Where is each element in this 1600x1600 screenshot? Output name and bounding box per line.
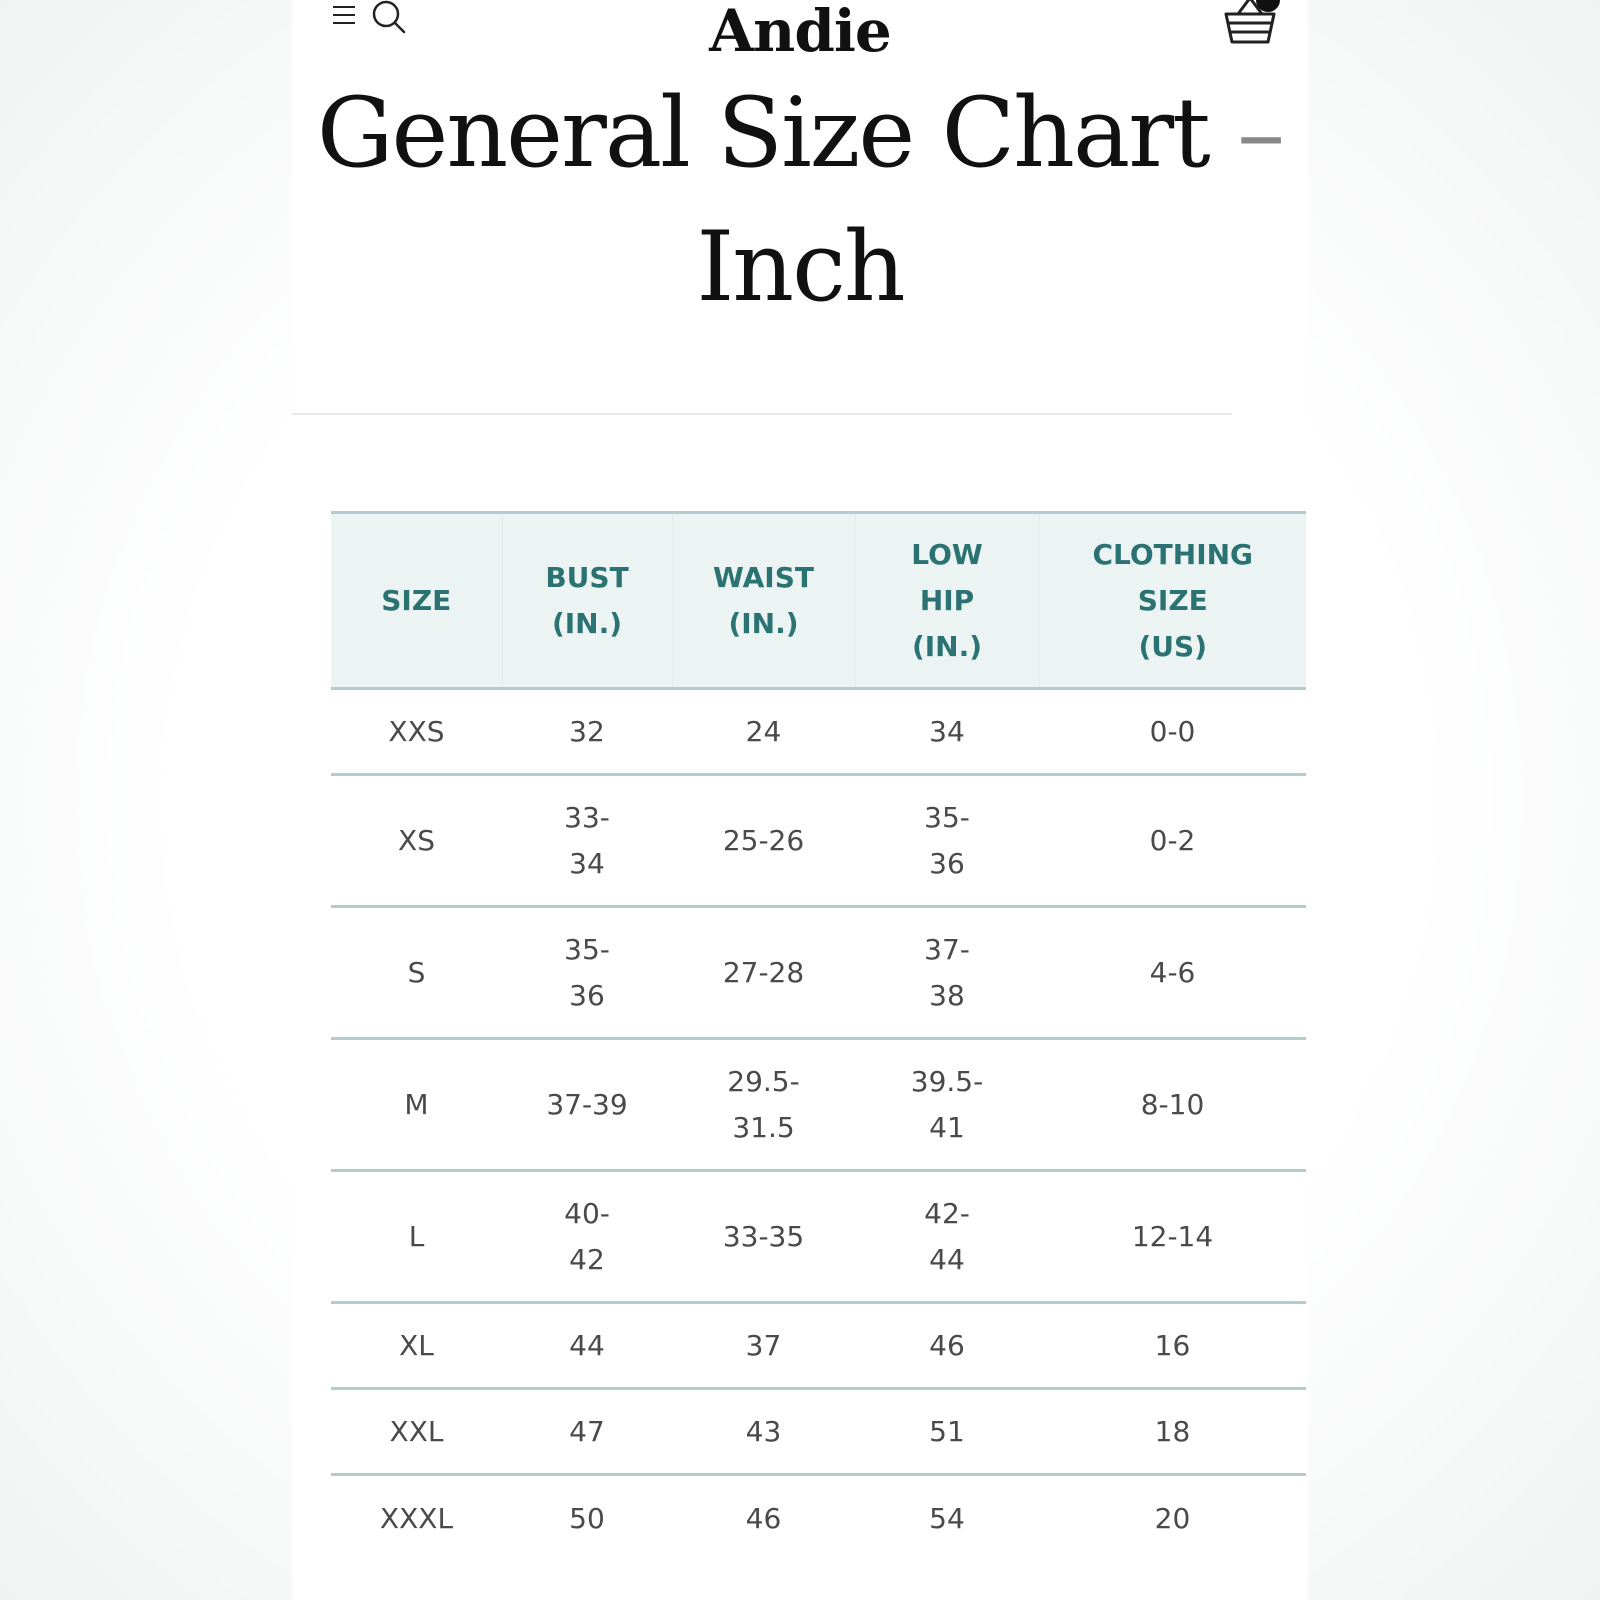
cell-bust: [502, 1039, 672, 1171]
cell-size: [331, 1475, 502, 1563]
cell-clothing-size: [1039, 689, 1306, 775]
column-header-label: CLOTHING SIZE (US): [1092, 537, 1254, 663]
cell-size: [331, 689, 502, 775]
cell-bust: [502, 689, 672, 775]
cell-size: [331, 775, 502, 907]
cell-clothing-size: [1039, 1475, 1306, 1563]
cell-value: 37: [745, 1328, 782, 1362]
table-row: [331, 1303, 1306, 1389]
cell-value: 50: [569, 1502, 605, 1535]
cell-waist: [672, 1039, 855, 1171]
column-header-waist: [672, 513, 855, 689]
cell-bust: [502, 1389, 672, 1475]
cell-size: [331, 907, 502, 1039]
table-row: [331, 1475, 1306, 1563]
cell-value: 51: [929, 1414, 965, 1448]
column-header-clothing-size: [1039, 513, 1306, 689]
size-chart-table: [331, 511, 1306, 1562]
page-title: [292, 66, 1308, 334]
cell-value: XL: [399, 1328, 434, 1362]
table-row: [331, 907, 1306, 1039]
table-header-row: [331, 513, 1306, 689]
cell-value: 24: [745, 714, 782, 748]
cell-value: 25-26: [722, 823, 805, 857]
cell-value: 4-6: [1149, 955, 1196, 989]
column-header-label: LOW HIP (IN.): [911, 537, 983, 663]
cell-value: 16: [1154, 1328, 1191, 1362]
cell-clothing-size: [1039, 1389, 1306, 1475]
table-row: [331, 1039, 1306, 1171]
cell-value: 12-14: [1131, 1219, 1214, 1253]
column-header-label: WAIST (IN.): [713, 560, 814, 640]
search-icon[interactable]: [370, 0, 410, 34]
section-divider: [292, 413, 1232, 415]
cell-value: 42- 44: [924, 1196, 970, 1276]
cell-value: 27-28: [722, 955, 805, 989]
table-row: [331, 689, 1306, 775]
cell-waist: [672, 1171, 855, 1303]
cell-low-hip: [855, 1039, 1039, 1171]
cell-value: 37- 38: [924, 932, 970, 1012]
cell-value: 34: [929, 714, 965, 748]
cell-bust: [502, 1171, 672, 1303]
cell-waist: [672, 907, 855, 1039]
cell-clothing-size: [1039, 775, 1306, 907]
cell-bust: [502, 775, 672, 907]
title-line-2: Inch: [696, 211, 904, 323]
cell-value: 35- 36: [924, 800, 970, 880]
cell-low-hip: [855, 907, 1039, 1039]
menu-icon[interactable]: [333, 4, 359, 28]
cell-size: [331, 1171, 502, 1303]
cell-value: 20: [1154, 1502, 1191, 1535]
cell-low-hip: [855, 775, 1039, 907]
cell-value: 0-0: [1149, 714, 1196, 748]
cell-low-hip: [855, 1303, 1039, 1389]
cell-value: M: [404, 1087, 429, 1121]
cell-bust: [502, 1303, 672, 1389]
column-header-bust: [502, 513, 672, 689]
column-header-label: BUST (IN.): [545, 560, 629, 640]
cell-waist: [672, 775, 855, 907]
cell-value: 54: [929, 1502, 965, 1535]
table-body: [331, 689, 1306, 1563]
cell-value: 29.5- 31.5: [727, 1064, 800, 1144]
table-row: [331, 1389, 1306, 1475]
cell-waist: [672, 1389, 855, 1475]
cell-low-hip: [855, 1475, 1039, 1563]
cell-bust: [502, 1475, 672, 1563]
cell-value: XXXL: [379, 1502, 454, 1535]
cell-value: 40- 42: [564, 1196, 610, 1276]
cell-low-hip: [855, 1389, 1039, 1475]
cell-clothing-size: [1039, 907, 1306, 1039]
column-header-label: SIZE: [381, 583, 452, 617]
cell-value: 46: [929, 1328, 965, 1362]
cell-waist: [672, 1475, 855, 1563]
cell-clothing-size: [1039, 1171, 1306, 1303]
table-row: [331, 775, 1306, 907]
column-header-low-hip: [855, 513, 1039, 689]
cell-value: 33-35: [722, 1219, 805, 1253]
cell-value: 33- 34: [564, 800, 610, 880]
cell-value: 35- 36: [564, 932, 610, 1012]
cell-value: XXL: [389, 1414, 444, 1448]
title-dash: –: [1237, 77, 1284, 189]
table-row: [331, 1171, 1306, 1303]
cell-value: 18: [1154, 1414, 1191, 1448]
cell-value: 47: [569, 1414, 605, 1448]
cell-value: 43: [745, 1414, 782, 1448]
title-line-1: [292, 66, 1308, 200]
title-text-main: General Size Chart: [316, 77, 1209, 189]
cell-low-hip: [855, 689, 1039, 775]
cell-value: XS: [398, 823, 435, 857]
cell-clothing-size: [1039, 1039, 1306, 1171]
cell-value: 46: [745, 1502, 782, 1535]
cell-value: 32: [569, 714, 605, 748]
cell-size: [331, 1303, 502, 1389]
cell-waist: [672, 1303, 855, 1389]
cell-size: [331, 1389, 502, 1475]
cell-value: 39.5- 41: [910, 1064, 984, 1144]
cell-value: 8-10: [1140, 1087, 1205, 1121]
cell-value: L: [408, 1219, 425, 1253]
cell-waist: [672, 689, 855, 775]
brand-logo[interactable]: Andie: [709, 0, 891, 65]
cell-value: 44: [569, 1328, 605, 1362]
cell-value: S: [407, 955, 426, 989]
cell-clothing-size: [1039, 1303, 1306, 1389]
cell-low-hip: [855, 1171, 1039, 1303]
cell-size: [331, 1039, 502, 1171]
cell-value: 37-39: [546, 1087, 628, 1121]
cell-bust: [502, 907, 672, 1039]
column-header-size: [331, 513, 502, 689]
cell-value: 0-2: [1149, 823, 1196, 857]
cell-value: XXS: [388, 714, 445, 748]
